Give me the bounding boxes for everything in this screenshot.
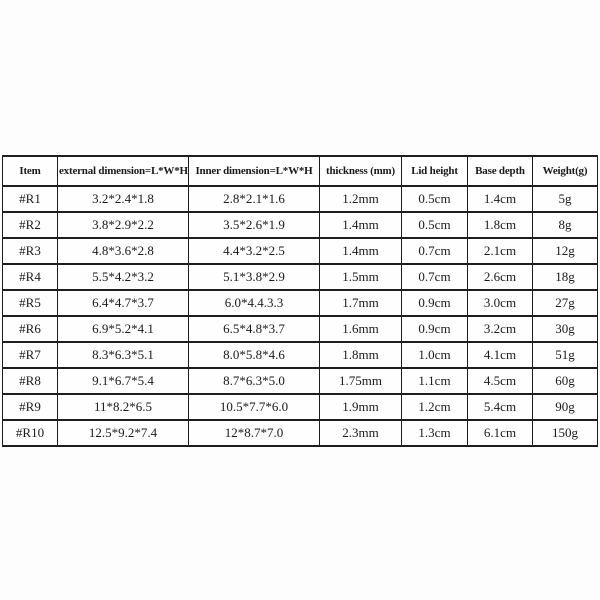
cell-base-depth: 1.8cm [468, 212, 533, 238]
cell-thickness: 1.75mm [320, 368, 402, 394]
cell-external-dimension: 5.5*4.2*3.2 [58, 264, 189, 290]
cell-item: #R6 [3, 316, 58, 342]
cell-external-dimension: 12.5*9.2*7.4 [58, 420, 189, 446]
cell-item: #R8 [3, 368, 58, 394]
cell-external-dimension: 9.1*6.7*5.4 [58, 368, 189, 394]
cell-thickness: 1.6mm [320, 316, 402, 342]
cell-weight: 5g [533, 186, 598, 212]
column-header-base-depth: Base depth [468, 156, 533, 186]
cell-base-depth: 6.1cm [468, 420, 533, 446]
cell-item: #R5 [3, 290, 58, 316]
spec-table [2, 155, 598, 447]
cell-base-depth: 3.0cm [468, 290, 533, 316]
table-row [3, 420, 598, 446]
cell-thickness: 1.2mm [320, 186, 402, 212]
cell-inner-dimension: 2.8*2.1*1.6 [189, 186, 320, 212]
cell-inner-dimension: 10.5*7.7*6.0 [189, 394, 320, 420]
cell-inner-dimension: 8.7*6.3*5.0 [189, 368, 320, 394]
cell-item: #R2 [3, 212, 58, 238]
cell-inner-dimension: 4.4*3.2*2.5 [189, 238, 320, 264]
table-row [3, 264, 598, 290]
cell-base-depth: 4.1cm [468, 342, 533, 368]
cell-thickness: 1.4mm [320, 238, 402, 264]
cell-thickness: 2.3mm [320, 420, 402, 446]
column-header-lid-height: Lid height [402, 156, 468, 186]
cell-weight: 51g [533, 342, 598, 368]
cell-lid-height: 0.7cm [402, 264, 468, 290]
table-row [3, 316, 598, 342]
cell-thickness: 1.7mm [320, 290, 402, 316]
table-row [3, 290, 598, 316]
cell-lid-height: 1.3cm [402, 420, 468, 446]
cell-external-dimension: 6.4*4.7*3.7 [58, 290, 189, 316]
cell-lid-height: 1.2cm [402, 394, 468, 420]
column-header-external-dimension: external dimension=L*W*H [58, 156, 189, 186]
cell-lid-height: 0.9cm [402, 290, 468, 316]
header-row [3, 156, 598, 186]
column-header-weight: Weight(g) [533, 156, 598, 186]
cell-external-dimension: 8.3*6.3*5.1 [58, 342, 189, 368]
cell-lid-height: 0.7cm [402, 238, 468, 264]
cell-base-depth: 2.6cm [468, 264, 533, 290]
cell-weight: 30g [533, 316, 598, 342]
cell-lid-height: 1.0cm [402, 342, 468, 368]
cell-item: #R4 [3, 264, 58, 290]
table-row [3, 212, 598, 238]
table-body [3, 186, 598, 446]
cell-inner-dimension: 6.0*4.4.3.3 [189, 290, 320, 316]
column-header-inner-dimension: Inner dimension=L*W*H [189, 156, 320, 186]
cell-base-depth: 4.5cm [468, 368, 533, 394]
cell-weight: 27g [533, 290, 598, 316]
cell-thickness: 1.9mm [320, 394, 402, 420]
cell-lid-height: 1.1cm [402, 368, 468, 394]
cell-item: #R9 [3, 394, 58, 420]
cell-inner-dimension: 6.5*4.8*3.7 [189, 316, 320, 342]
table-header [3, 156, 598, 186]
cell-weight: 8g [533, 212, 598, 238]
cell-weight: 150g [533, 420, 598, 446]
cell-item: #R1 [3, 186, 58, 212]
cell-item: #R10 [3, 420, 58, 446]
cell-weight: 18g [533, 264, 598, 290]
cell-external-dimension: 3.8*2.9*2.2 [58, 212, 189, 238]
cell-lid-height: 0.5cm [402, 212, 468, 238]
cell-weight: 90g [533, 394, 598, 420]
cell-weight: 60g [533, 368, 598, 394]
cell-external-dimension: 3.2*2.4*1.8 [58, 186, 189, 212]
cell-base-depth: 1.4cm [468, 186, 533, 212]
cell-external-dimension: 6.9*5.2*4.1 [58, 316, 189, 342]
table-row [3, 394, 598, 420]
cell-base-depth: 3.2cm [468, 316, 533, 342]
cell-lid-height: 0.5cm [402, 186, 468, 212]
cell-external-dimension: 4.8*3.6*2.8 [58, 238, 189, 264]
cell-item: #R3 [3, 238, 58, 264]
cell-inner-dimension: 12*8.7*7.0 [189, 420, 320, 446]
column-header-thickness: thickness (mm) [320, 156, 402, 186]
cell-base-depth: 5.4cm [468, 394, 533, 420]
column-header-item: Item [3, 156, 58, 186]
cell-lid-height: 0.9cm [402, 316, 468, 342]
cell-item: #R7 [3, 342, 58, 368]
cell-inner-dimension: 8.0*5.8*4.6 [189, 342, 320, 368]
table-row [3, 186, 598, 212]
table-row [3, 238, 598, 264]
cell-thickness: 1.5mm [320, 264, 402, 290]
cell-inner-dimension: 3.5*2.6*1.9 [189, 212, 320, 238]
cell-inner-dimension: 5.1*3.8*2.9 [189, 264, 320, 290]
cell-weight: 12g [533, 238, 598, 264]
cell-base-depth: 2.1cm [468, 238, 533, 264]
cell-thickness: 1.4mm [320, 212, 402, 238]
table-row [3, 342, 598, 368]
cell-external-dimension: 11*8.2*6.5 [58, 394, 189, 420]
cell-thickness: 1.8mm [320, 342, 402, 368]
table-row [3, 368, 598, 394]
